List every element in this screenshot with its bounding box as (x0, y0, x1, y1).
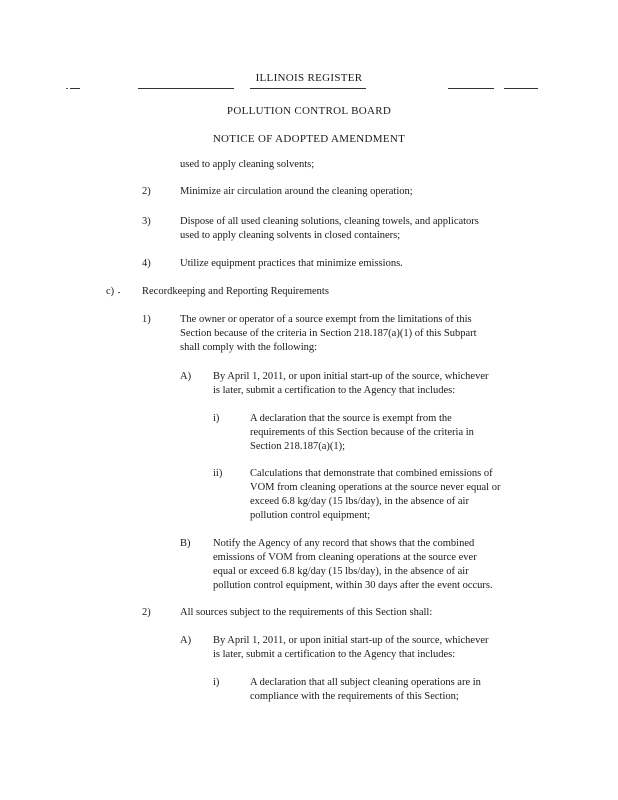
c2a-i-marker: i) (213, 677, 220, 688)
scan-speck (66, 88, 68, 89)
item-2-marker: 2) (142, 186, 151, 197)
section-c-title: Recordkeeping and Reporting Requirements (142, 286, 329, 297)
c2a-text-line1: By April 1, 2011, or upon initial start-up of the source, whichever (213, 635, 489, 646)
header-rule-right (448, 88, 494, 89)
c1-marker: 1) (142, 314, 151, 325)
section-c-marker: c) (106, 286, 115, 297)
c1a-ii-marker: ii) (213, 468, 223, 479)
item-2-text: Minimize air circulation around the cleaning operation; (180, 186, 413, 197)
item-4-text: Utilize equipment practices that minimize emissions. (180, 258, 403, 269)
c2a-marker: A) (180, 635, 192, 646)
c2-text: All sources subject to the requirements of this Section shall: (180, 607, 433, 618)
c1a-i-text-line2: requirements of this Section because of the criteria in (250, 427, 474, 438)
c2-marker: 2) (142, 607, 151, 618)
item-3-text-line2: used to apply cleaning solvents in closed containers; (180, 230, 401, 241)
header-rule-title-underline (250, 88, 366, 89)
continuation-text: used to apply cleaning solvents; (180, 159, 315, 170)
c1a-ii-text-line1: Calculations that demonstrate that combined emissions of (250, 468, 493, 479)
scan-speck (118, 292, 120, 293)
c1-text-line3: shall comply with the following: (180, 342, 318, 353)
header-rule-left (138, 88, 234, 89)
c2a-text-line2: is later, submit a certification to the Agency that includes: (213, 649, 456, 660)
header-board: POLLUTION CONTROL BOARD (226, 105, 392, 117)
header-rule-far-left (70, 88, 80, 89)
header-rule-far-right (504, 88, 538, 89)
c1b-text-line3: equal or exceed 6.8 kg/day (15 lbs/day), in the absence of air (213, 566, 469, 577)
item-4-marker: 4) (142, 258, 151, 269)
c1a-ii-text-line3: exceed 6.8 kg/day (15 lbs/day), in the absence of air (250, 496, 469, 507)
c1a-ii-text-line2: VOM from cleaning operations at the source never equal or (250, 482, 501, 493)
c1a-ii-text-line4: pollution control equipment; (250, 510, 371, 521)
c1a-text-line1: By April 1, 2011, or upon initial start-up of the source, whichever (213, 371, 489, 382)
c1a-i-text-line3: Section 218.187(a)(1); (250, 441, 346, 452)
c1a-marker: A) (180, 371, 192, 382)
c2a-i-text-line1: A declaration that all subject cleaning operations are in (250, 677, 481, 688)
c1a-i-text-line1: A declaration that the source is exempt from the (250, 413, 452, 424)
c1b-text-line2: emissions of VOM from cleaning operations at the source ever (213, 552, 477, 563)
c1a-text-line2: is later, submit a certification to the Agency that includes: (213, 385, 456, 396)
item-3-text-line1: Dispose of all used cleaning solutions, cleaning towels, and applicators (180, 216, 479, 227)
c2a-i-text-line2: compliance with the requirements of this Section; (250, 691, 459, 702)
c1a-i-marker: i) (213, 413, 220, 424)
c1-text-line2: Section because of the criteria in Section 218.187(a)(1) of this Subpart (180, 328, 477, 339)
header-notice: NOTICE OF ADOPTED AMENDMENT (212, 133, 406, 145)
c1b-text-line1: Notify the Agency of any record that shows that the combined (213, 538, 475, 549)
header-register: ILLINOIS REGISTER (255, 72, 363, 84)
c1b-marker: B) (180, 538, 191, 549)
c1-text-line1: The owner or operator of a source exempt from the limitations of this (180, 314, 472, 325)
item-3-marker: 3) (142, 216, 151, 227)
c1b-text-line4: pollution control equipment, within 30 days after the event occurs. (213, 580, 493, 591)
